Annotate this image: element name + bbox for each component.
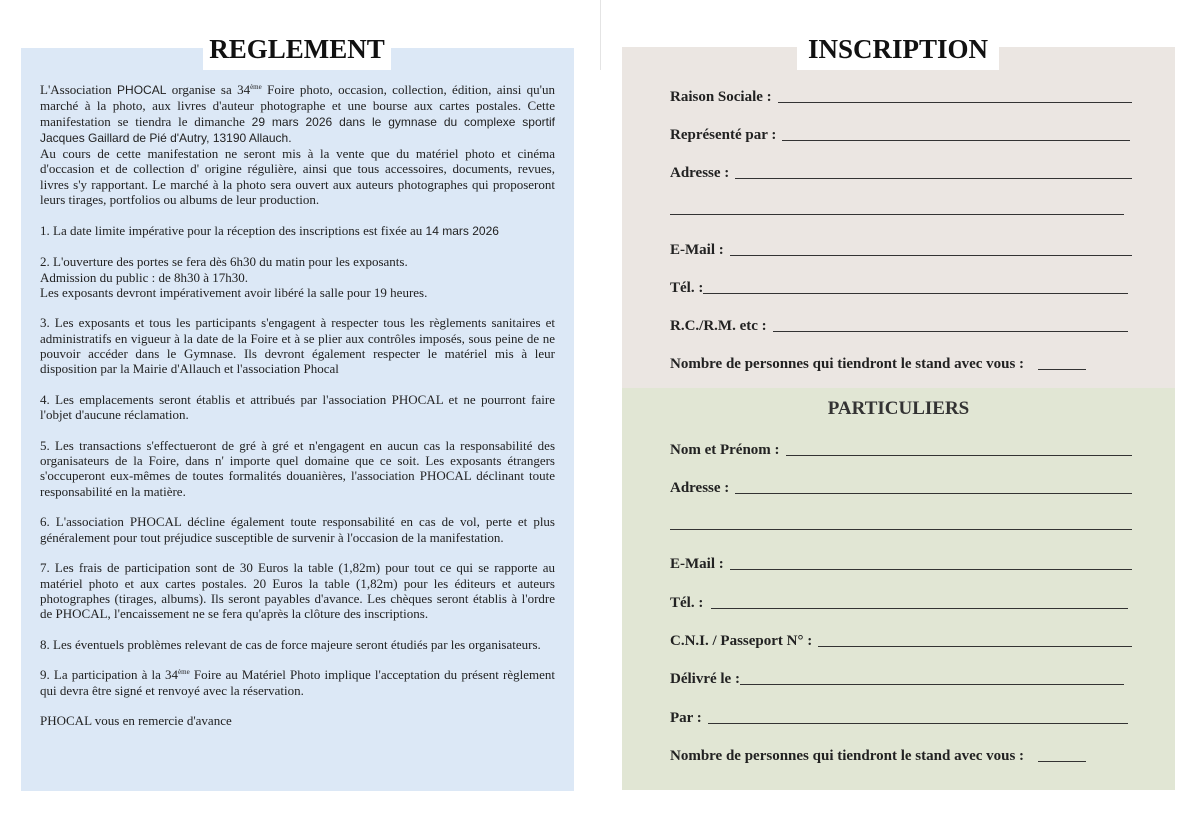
rule-7: 7. Les frais de participation sont de 30 Euros la table (1,82m) pour tout ce qui se rapporte au matériel photo et aux cartes postales. 20 Euros la table (1,82m) pour les éditeurs et auteurs photographes (tirages, albums). Ils seront payables d'avance. Les chèques seront établis à l'ordre de PHOCAL, l'encaissement ne se fera qu'après la clôture des inscriptions. xyxy=(40,560,555,622)
email-label: E-Mail : xyxy=(670,242,724,258)
rule-9-text-2: Foire au Matériel Photo implique l'acceptation du présent règlement qui devra être signé et renvoyé avec la réservation. xyxy=(40,667,555,698)
page-divider xyxy=(600,0,601,70)
rule-2 xyxy=(40,254,555,300)
intro-association-name: PHOCAL xyxy=(117,83,167,97)
p-nombre-personnes-label: Nombre de personnes qui tiendront le stand avec vous : xyxy=(670,748,1025,764)
rc-rm-label: R.C./R.M. etc : xyxy=(670,318,767,334)
rule-2-line-2: Admission du public : de 8h30 à 17h30. xyxy=(40,269,248,285)
p-nombre-personnes-row xyxy=(670,745,1132,765)
p-tel-label: Tél. : xyxy=(670,595,704,611)
rule-9 xyxy=(40,667,555,698)
intro-text: L'Association xyxy=(40,82,118,97)
rule-2-line-3: Les exposants devront impérativement avoir libéré la salle pour 19 heures. xyxy=(40,284,428,300)
reglement-title: REGLEMENT xyxy=(203,32,391,70)
p-adresse-label: Adresse : xyxy=(670,480,730,496)
tel-label: Tél. : xyxy=(670,280,704,296)
nombre-personnes-row xyxy=(670,353,1132,373)
rule-4: 4. Les emplacements seront établis et attribués par l'association PHOCAL et ne pourront faire l'objet d'aucune réclamation. xyxy=(40,391,555,423)
represente-par-field[interactable] xyxy=(782,140,1130,141)
p-nombre-personnes-field[interactable] xyxy=(1038,761,1086,762)
rule-2-line-1: 2. L'ouverture des portes se fera dès 6h30 du matin pour les exposants. xyxy=(40,254,408,270)
rule-8: 8. Les éventuels problèmes relevant de cas de force majeure seront étudiés par les organisateurs. xyxy=(40,636,541,652)
tel-row xyxy=(670,277,1128,297)
reglement-text xyxy=(40,82,555,744)
adresse-field[interactable] xyxy=(735,178,1132,179)
particuliers-title: PARTICULIERS xyxy=(827,398,970,419)
p-adresse-field-2[interactable] xyxy=(670,529,1132,530)
intro-text-3: Foire photo, occasion, collection, édition, ainsi qu'un marché à la photo, aux livres d'auteur photographe et une bourse aux cartes postales. Cette manifestation se tiendra le dimanche xyxy=(40,82,555,129)
intro-paragraph-2: Au cours de cette manifestation ne seront mis à la vente que du matériel photo et cinéma d'occasion et de collection d' origine régulière, ainsi que tous accessoires, documents, revues, livres s'y rapportant. Le marché à la photo sera ouvert aux auteurs photographes qui proposeront leurs tirages, portfolios ou albums de leur production. xyxy=(40,146,555,208)
par-label: Par : xyxy=(670,710,702,726)
par-row xyxy=(670,707,1128,727)
delivre-le-field[interactable] xyxy=(740,684,1124,685)
delivre-le-row xyxy=(670,668,1124,688)
p-tel-row xyxy=(670,592,1128,612)
cni-row xyxy=(670,630,1132,650)
represente-par-row xyxy=(670,124,1130,144)
nom-prenom-row xyxy=(670,439,1132,459)
intro-superscript: ème xyxy=(250,83,262,91)
rc-rm-field[interactable] xyxy=(773,331,1128,332)
intro-paragraph xyxy=(40,82,555,146)
p-adresse-field[interactable] xyxy=(735,493,1132,494)
raison-sociale-field[interactable] xyxy=(778,102,1132,103)
cni-label: C.N.I. / Passeport N° : xyxy=(670,633,813,649)
closing-line: PHOCAL vous en remercie d'avance xyxy=(40,713,232,729)
par-field[interactable] xyxy=(708,723,1128,724)
email-row xyxy=(670,239,1132,259)
p-adresse-row-2 xyxy=(670,513,1132,533)
intro-event-date-location: 29 mars 2026 dans le gymnase du complexe sportif Jacques Gaillard de Pié d'Autry, 13190 Allauch. xyxy=(40,114,555,145)
p-email-field[interactable] xyxy=(730,569,1132,570)
nombre-personnes-label: Nombre de personnes qui tiendront le stand avec vous : xyxy=(670,356,1025,372)
email-field[interactable] xyxy=(730,255,1132,256)
rule-9-text: 9. La participation à la 34 xyxy=(40,667,179,683)
delivre-le-label: Délivré le : xyxy=(670,671,740,687)
rule-9-superscript: ème xyxy=(178,668,190,677)
adresse-label: Adresse : xyxy=(670,165,730,181)
adresse-field-2[interactable] xyxy=(670,214,1124,215)
adresse-row xyxy=(670,162,1132,182)
adresse-row-2 xyxy=(670,198,1124,218)
nombre-personnes-field[interactable] xyxy=(1038,369,1086,370)
rule-1-deadline: 14 mars 2026 xyxy=(425,223,499,238)
inscription-title: INSCRIPTION xyxy=(797,32,999,70)
cni-field[interactable] xyxy=(818,646,1132,647)
p-email-label: E-Mail : xyxy=(670,556,724,572)
rule-6: 6. L'association PHOCAL décline également toute responsabilité en cas de vol, perte et plus généralement pour tout préjudice susceptible de survenir à l'occasion de la manifestation. xyxy=(40,514,555,545)
p-adresse-row xyxy=(670,477,1132,497)
represente-par-label: Représenté par : xyxy=(670,127,777,143)
tel-field[interactable] xyxy=(703,293,1128,294)
rc-rm-row xyxy=(670,315,1128,335)
nom-prenom-field[interactable] xyxy=(786,455,1132,456)
nom-prenom-label: Nom et Prénom : xyxy=(670,442,780,458)
p-email-row xyxy=(670,553,1132,573)
p-tel-field[interactable] xyxy=(711,608,1128,609)
rule-1 xyxy=(40,223,555,239)
raison-sociale-label: Raison Sociale : xyxy=(670,89,772,105)
rule-1-text: 1. La date limite impérative pour la réception des inscriptions est fixée au xyxy=(40,222,426,238)
raison-sociale-row xyxy=(670,86,1132,106)
rule-3: 3. Les exposants et tous les participants s'engagent à respecter tous les règlements sanitaires et administratifs en vigueur à la date de la Foire et à se plier aux contrôles imposés, sous peine de ne pouvoir accéder dans le Gymnase. Ils devront également respecter le matériel mis à leur disposition par la Mairie d'Allauch et l'association Phocal xyxy=(40,315,555,377)
rule-5: 5. Les transactions s'effectueront de gré à gré et n'engagent en aucun cas la responsabilité des organisateurs de la Foire, dans n' importe quel domaine que ce soit. Les exposants étrangers s'occuperont eux-mêmes de toutes formalités douanières, l'association PHOCAL déclinant toute responsabilité en la matière. xyxy=(40,437,555,499)
intro-text-2: organise sa 34 xyxy=(166,82,251,97)
